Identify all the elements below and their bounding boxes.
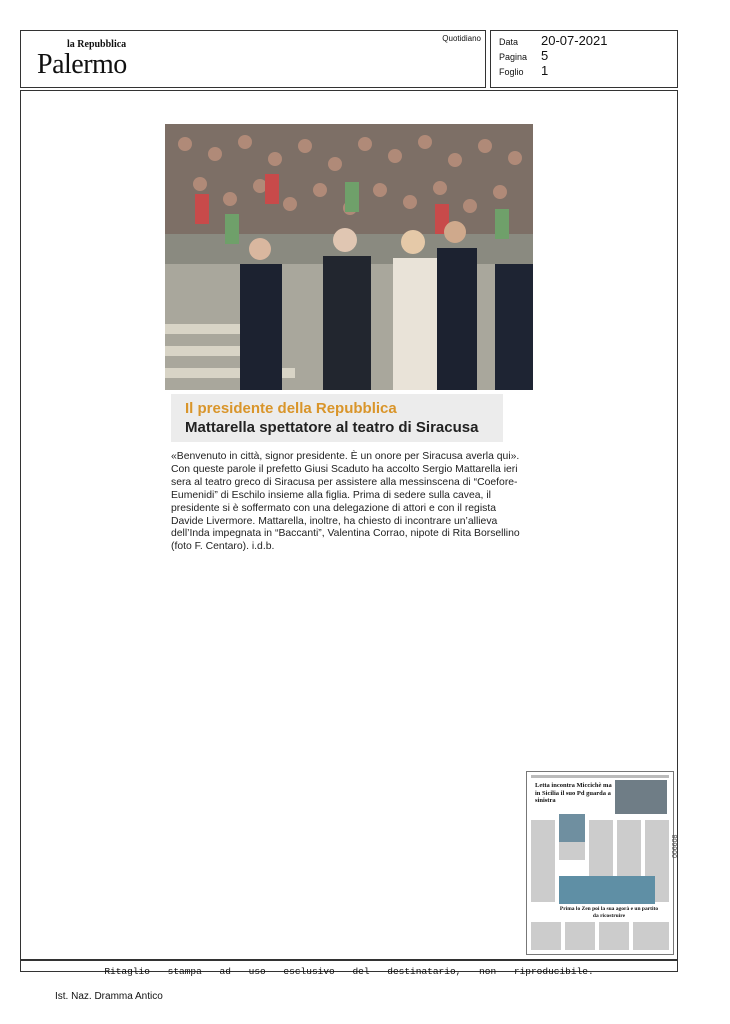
masthead-title: Palermo xyxy=(37,49,127,80)
masthead-small: la Repubblica xyxy=(67,39,127,50)
page-label: Pagina xyxy=(499,52,528,62)
header-meta-box xyxy=(490,30,678,88)
page-thumbnail xyxy=(526,771,674,955)
thumbnail-headline-top: Letta incontra Miccichè ma in Sicilia il suo Pd guarda a sinistra xyxy=(535,782,612,804)
side-code: 006608 xyxy=(672,834,679,858)
page-value: 5 xyxy=(541,48,549,63)
periodicity-label: Quotidiano xyxy=(442,34,481,43)
headline-box xyxy=(171,394,503,442)
photo-illustration xyxy=(165,124,533,390)
footer-note: Ritaglio stampa ad uso esclusivo del destinatario, non riproducibile. xyxy=(104,966,594,977)
source-label: Ist. Naz. Dramma Antico xyxy=(55,991,163,1002)
thumbnail-headline-bottom: Prima lo Zen poi la sua agorà e un partito da ricostruire xyxy=(559,906,659,919)
footer-bar xyxy=(20,960,678,977)
date-value: 20-07-2021 xyxy=(541,33,608,48)
date-label: Data xyxy=(499,37,519,47)
clipping-frame xyxy=(20,90,678,960)
sheet-value: 1 xyxy=(541,63,549,78)
article-body: «Benvenuto in città, signor presidente. È un onore per Siracusa averla qui». Con queste parole il prefetto Giusi Scaduto ha accolto Sergio Mattarella ieri sera al teatro greco di Siracusa per assistere alla messinscena di “Coefore-Eumenidi” di Eschilo insieme alla figlia. Prima di sedere sulla cavea, il presidente si è soffermato con una delegazione di attori e con il regista Davide Livermore. Mattarella, inoltre, ha chiesto di incontrare un’allieva dell’Inda impegnata in “Baccanti”, Valentina Corrao, nipote di Rita Borsellino (foto F. Centaro). i.d.b. xyxy=(171,451,520,553)
article-kicker: Il presidente della Repubblica xyxy=(185,400,397,417)
article-photo xyxy=(165,124,533,390)
sheet-label: Foglio xyxy=(499,67,524,77)
article-headline: Mattarella spettatore al teatro di Siracusa xyxy=(185,419,479,436)
header-masthead-box xyxy=(20,30,486,88)
